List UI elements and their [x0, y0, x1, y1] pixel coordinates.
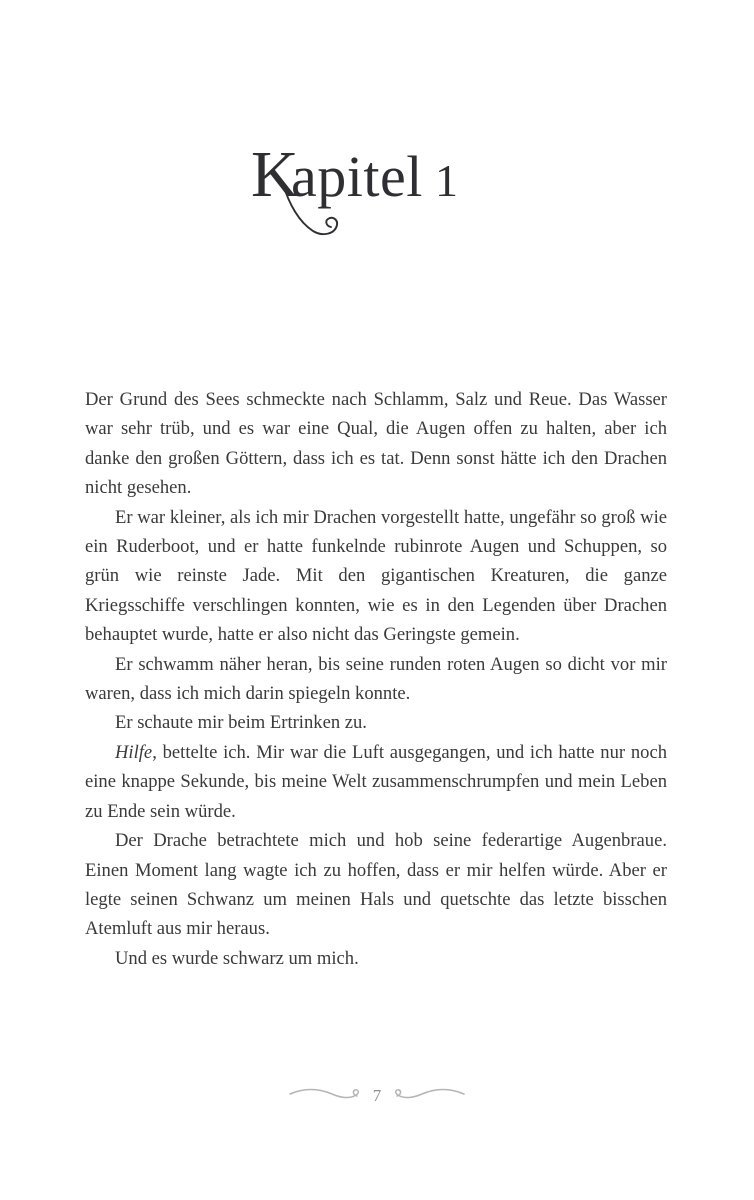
chapter-title-number: 1: [435, 155, 458, 206]
italic-lead-word: Hilfe: [115, 741, 153, 763]
swash-flourish-right-icon: [388, 1086, 466, 1106]
page-footer: [0, 1086, 754, 1106]
chapter-title-k-letter: K: [251, 138, 299, 211]
body-text-block: [85, 385, 667, 973]
paragraph: Und es wurde schwarz um mich.: [115, 947, 359, 969]
paragraph-with-italic-lead: [85, 738, 667, 826]
paragraph: Der Drache betrachtete mich und hob seine federartige Augenbraue. Einen Moment lang wagte ich zu hoffen, dass er mir helfen würde. Aber er legte seinen Schwanz um meinen Hals und quetschte das letzte bisschen Atemluft aus mir heraus.: [85, 830, 667, 940]
paragraph: Der Grund des Sees schmeckte nach Schlamm, Salz und Reue. Das Wasser war sehr trüb, und es war eine Qual, die Augen offen zu halten, aber ich danke den großen Göttern, dass ich es tat. Denn sonst hätte ich den Drachen nicht gesehen.: [85, 389, 667, 499]
chapter-heading: [0, 128, 754, 248]
paragraph: Er war kleiner, als ich mir Drachen vorgestellt hatte, ungefähr so groß wie ein Ruderboot, und er hatte funkelnde rubinrote Augen und Schuppen, so grün wie reinste Jade. Mit den gigantischen Kreaturen, die ganze Kriegsschiffe verschlingen konnten, wie es in den Legenden über Drachen behauptet wurde, hatte er also nicht das Geringste gemein.: [85, 506, 667, 646]
swash-flourish-left-icon: [288, 1086, 366, 1106]
chapter-title-rest: apitel: [291, 144, 423, 209]
paragraph: Er schwamm näher heran, bis seine runden roten Augen so dicht vor mir waren, dass ich mich darin spiegeln konnte.: [85, 653, 667, 705]
paragraph: Er schaute mir beim Ertrinken zu.: [115, 712, 367, 734]
chapter-title-artwork: [247, 128, 507, 248]
page-number: 7: [372, 1086, 382, 1105]
paragraph-remainder: , bettelte ich. Mir war die Luft ausgegangen, und ich hatte nur noch eine knappe Sekunde, bis meine Welt zusammenschrumpfen und mein Leben zu Ende sein würde.: [85, 741, 667, 822]
